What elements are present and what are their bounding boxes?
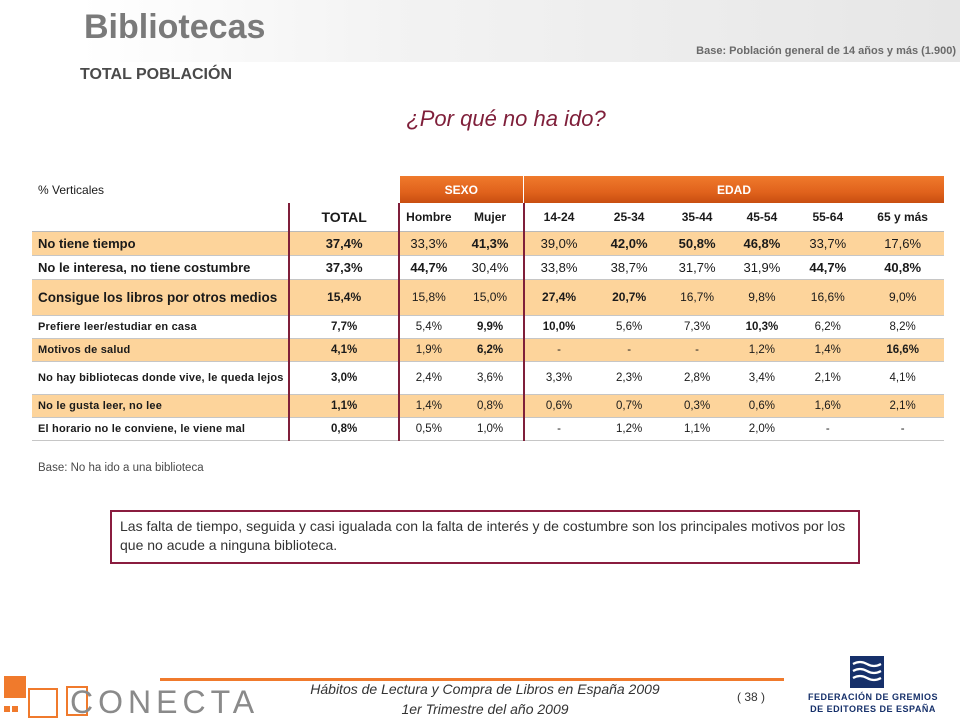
table-cell: 3,4%	[730, 361, 795, 394]
row-label: No le gusta leer, no lee	[32, 394, 289, 417]
table-cell: -	[524, 417, 594, 440]
row-label: El horario no le conviene, le viene mal	[32, 417, 289, 440]
table-cell: 46,8%	[730, 231, 795, 255]
table-base-note: Base: No ha ido a una biblioteca	[38, 462, 204, 474]
column-header: 35-44	[665, 203, 730, 231]
footer-study-title: Hábitos de Lectura y Compra de Libros en España 2009	[310, 681, 660, 697]
table-cell: 2,3%	[594, 361, 665, 394]
federation-name-line1: FEDERACIÓN DE GREMIOS	[808, 692, 939, 702]
table-cell: 8,2%	[861, 315, 944, 338]
row-label: Consigue los libros por otros medios	[32, 279, 289, 315]
section-subtitle: TOTAL POBLACIÓN	[80, 66, 232, 83]
table-cell: 4,1%	[861, 361, 944, 394]
page-title: Bibliotecas	[84, 8, 266, 46]
table-row	[32, 361, 944, 394]
conecta-logo-dot	[4, 706, 10, 712]
conecta-logo-square	[4, 676, 26, 698]
table-row	[32, 315, 944, 338]
corner-label: % Verticales	[38, 182, 105, 197]
table-cell: 37,4%	[289, 231, 399, 255]
table-cell: 1,6%	[794, 394, 861, 417]
table-cell: 9,9%	[458, 315, 524, 338]
table-cell: -	[861, 417, 944, 440]
table-row	[32, 394, 944, 417]
column-header: 65 y más	[861, 203, 944, 231]
table-cell: 5,6%	[594, 315, 665, 338]
table-cell: 41,3%	[458, 231, 524, 255]
table-cell: 7,3%	[665, 315, 730, 338]
table-cell: 44,7%	[399, 255, 458, 279]
table-cell: 1,1%	[665, 417, 730, 440]
table-cell: 2,8%	[665, 361, 730, 394]
table-cell: 20,7%	[594, 279, 665, 315]
table-cell: 3,3%	[524, 361, 594, 394]
table-cell: 6,2%	[458, 338, 524, 361]
table-cell: 2,1%	[861, 394, 944, 417]
table-cell: 4,1%	[289, 338, 399, 361]
table-cell: 10,0%	[524, 315, 594, 338]
table-cell: 15,8%	[399, 279, 458, 315]
column-header-row	[32, 203, 944, 231]
conecta-logo-dot	[12, 706, 18, 712]
conecta-logo-outline	[28, 688, 58, 718]
table-cell: 1,4%	[399, 394, 458, 417]
table-cell: 1,2%	[594, 417, 665, 440]
table-cell: 33,7%	[794, 231, 861, 255]
table-cell: 10,3%	[730, 315, 795, 338]
table-cell: 39,0%	[524, 231, 594, 255]
population-base-note: Base: Población general de 14 años y más (1.900)	[696, 45, 956, 57]
table-cell: 42,0%	[594, 231, 665, 255]
table-cell: 0,5%	[399, 417, 458, 440]
table-cell: 0,8%	[289, 417, 399, 440]
table-cell: -	[524, 338, 594, 361]
table-cell: 0,6%	[524, 394, 594, 417]
table-cell: 0,8%	[458, 394, 524, 417]
table-cell: 1,4%	[794, 338, 861, 361]
table-cell: 3,6%	[458, 361, 524, 394]
table-cell: 0,3%	[665, 394, 730, 417]
summary-box: Las falta de tiempo, seguida y casi igualada con la falta de interés y de costumbre son los principales motivos por los que no acude a ninguna biblioteca.	[110, 510, 860, 564]
table-cell: -	[665, 338, 730, 361]
table-cell: 9,8%	[730, 279, 795, 315]
table-cell: 50,8%	[665, 231, 730, 255]
table-cell: 30,4%	[458, 255, 524, 279]
column-header: Mujer	[458, 203, 524, 231]
table-cell: 31,7%	[665, 255, 730, 279]
page-number: ( 38 )	[737, 690, 766, 704]
table-cell: 2,4%	[399, 361, 458, 394]
table-cell: 27,4%	[524, 279, 594, 315]
table-cell: 40,8%	[861, 255, 944, 279]
question-heading: ¿Por qué no ha ido?	[406, 106, 606, 131]
row-label: No le interesa, no tiene costumbre	[32, 255, 289, 279]
table-cell: 15,0%	[458, 279, 524, 315]
column-header: 25-34	[594, 203, 665, 231]
table-cell: 5,4%	[399, 315, 458, 338]
table-cell: 16,6%	[794, 279, 861, 315]
conecta-logo-text: CONECTA	[70, 684, 260, 720]
group-edad: EDAD	[524, 176, 945, 203]
table-row	[32, 231, 944, 255]
column-header: Hombre	[399, 203, 458, 231]
table-cell: 17,6%	[861, 231, 944, 255]
table-cell: 31,9%	[730, 255, 795, 279]
group-sexo: SEXO	[399, 176, 523, 203]
table-row	[32, 417, 944, 440]
row-label: No hay bibliotecas donde vive, le queda lejos	[32, 361, 289, 394]
federation-name-line2: DE EDITORES DE ESPAÑA	[810, 704, 936, 714]
table-cell: 1,0%	[458, 417, 524, 440]
table-row	[32, 255, 944, 279]
table-cell: 16,6%	[861, 338, 944, 361]
table-cell: 7,7%	[289, 315, 399, 338]
row-label: Prefiere leer/estudiar en casa	[32, 315, 289, 338]
footer-period: 1er Trimestre del año 2009	[401, 701, 569, 717]
table-cell: 6,2%	[794, 315, 861, 338]
table-cell: 2,1%	[794, 361, 861, 394]
table-cell: 9,0%	[861, 279, 944, 315]
column-header: 45-54	[730, 203, 795, 231]
column-header: TOTAL	[289, 203, 399, 231]
column-header: 14-24	[524, 203, 594, 231]
table-row	[32, 279, 944, 315]
table-cell: 37,3%	[289, 255, 399, 279]
table-cell: 1,2%	[730, 338, 795, 361]
table-cell: 3,0%	[289, 361, 399, 394]
column-header: 55-64	[794, 203, 861, 231]
table-cell: -	[794, 417, 861, 440]
row-label: No tiene tiempo	[32, 231, 289, 255]
table-cell: 16,7%	[665, 279, 730, 315]
group-header-row	[32, 176, 944, 203]
table-cell: 0,6%	[730, 394, 795, 417]
table-cell: 1,1%	[289, 394, 399, 417]
table-cell: 38,7%	[594, 255, 665, 279]
table-cell: 15,4%	[289, 279, 399, 315]
federation-logo-icon	[850, 656, 884, 688]
table-cell: 44,7%	[794, 255, 861, 279]
results-table	[32, 176, 944, 441]
table-cell: 0,7%	[594, 394, 665, 417]
row-label: Motivos de salud	[32, 338, 289, 361]
table-cell: -	[594, 338, 665, 361]
table-cell: 33,3%	[399, 231, 458, 255]
table-cell: 33,8%	[524, 255, 594, 279]
table-row	[32, 338, 944, 361]
table-cell: 2,0%	[730, 417, 795, 440]
table-cell: 1,9%	[399, 338, 458, 361]
